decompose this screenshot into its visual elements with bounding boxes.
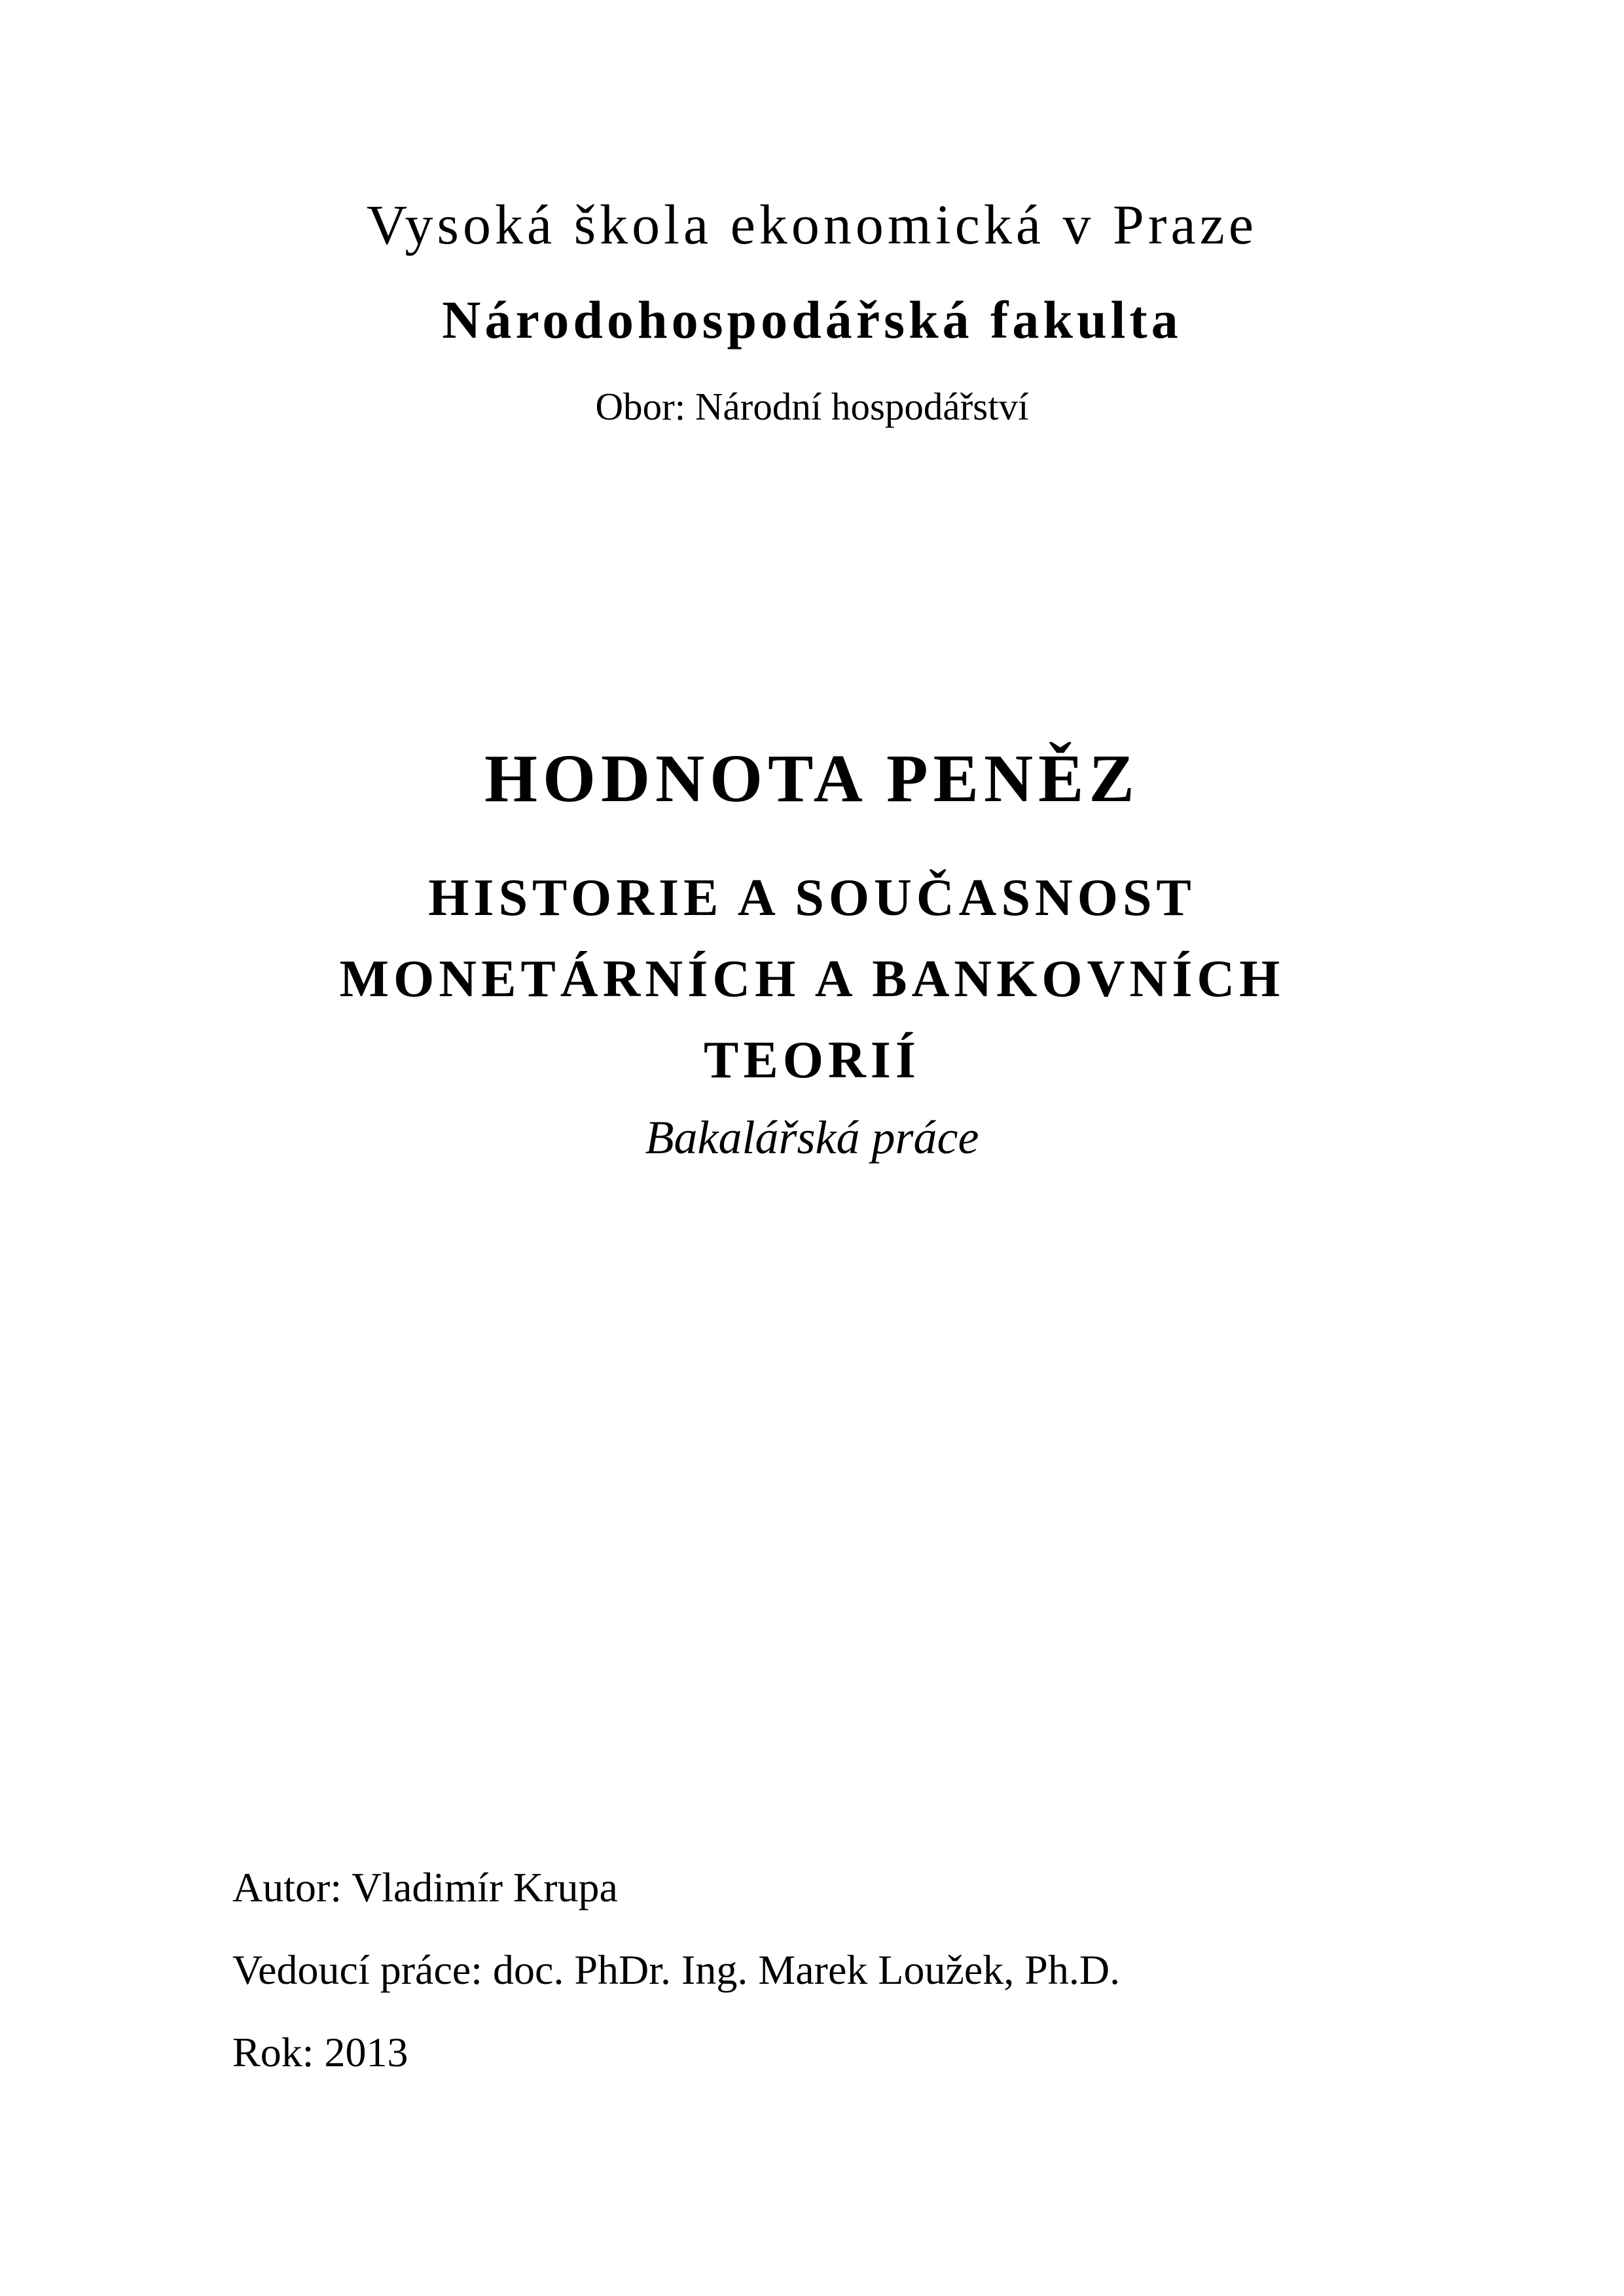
author-line: Autor: Vladimír Krupa — [232, 1864, 618, 1910]
field-of-study: Obor: Národní hospodářství — [595, 385, 1029, 428]
thesis-subtitle — [0, 857, 1624, 1101]
subtitle-line: HISTORIE A SOUČASNOST — [428, 869, 1196, 927]
supervisor-line: Vedoucí práce: doc. PhDr. Ing. Marek Loužek, Ph.D. — [232, 1946, 1121, 1993]
subtitle-line: MONETÁRNÍCH A BANKOVNÍCH — [339, 950, 1285, 1008]
subtitle-line: TEORIÍ — [704, 1031, 920, 1089]
year-line: Rok: 2013 — [232, 2029, 408, 2075]
thesis-title: HODNOTA PENĚZ — [484, 741, 1140, 816]
faculty-name: Národohospodářská fakulta — [442, 290, 1182, 350]
thesis-type: Bakalářská práce — [645, 1111, 979, 1164]
university-name: Vysoká škola ekonomická v Praze — [366, 193, 1258, 256]
